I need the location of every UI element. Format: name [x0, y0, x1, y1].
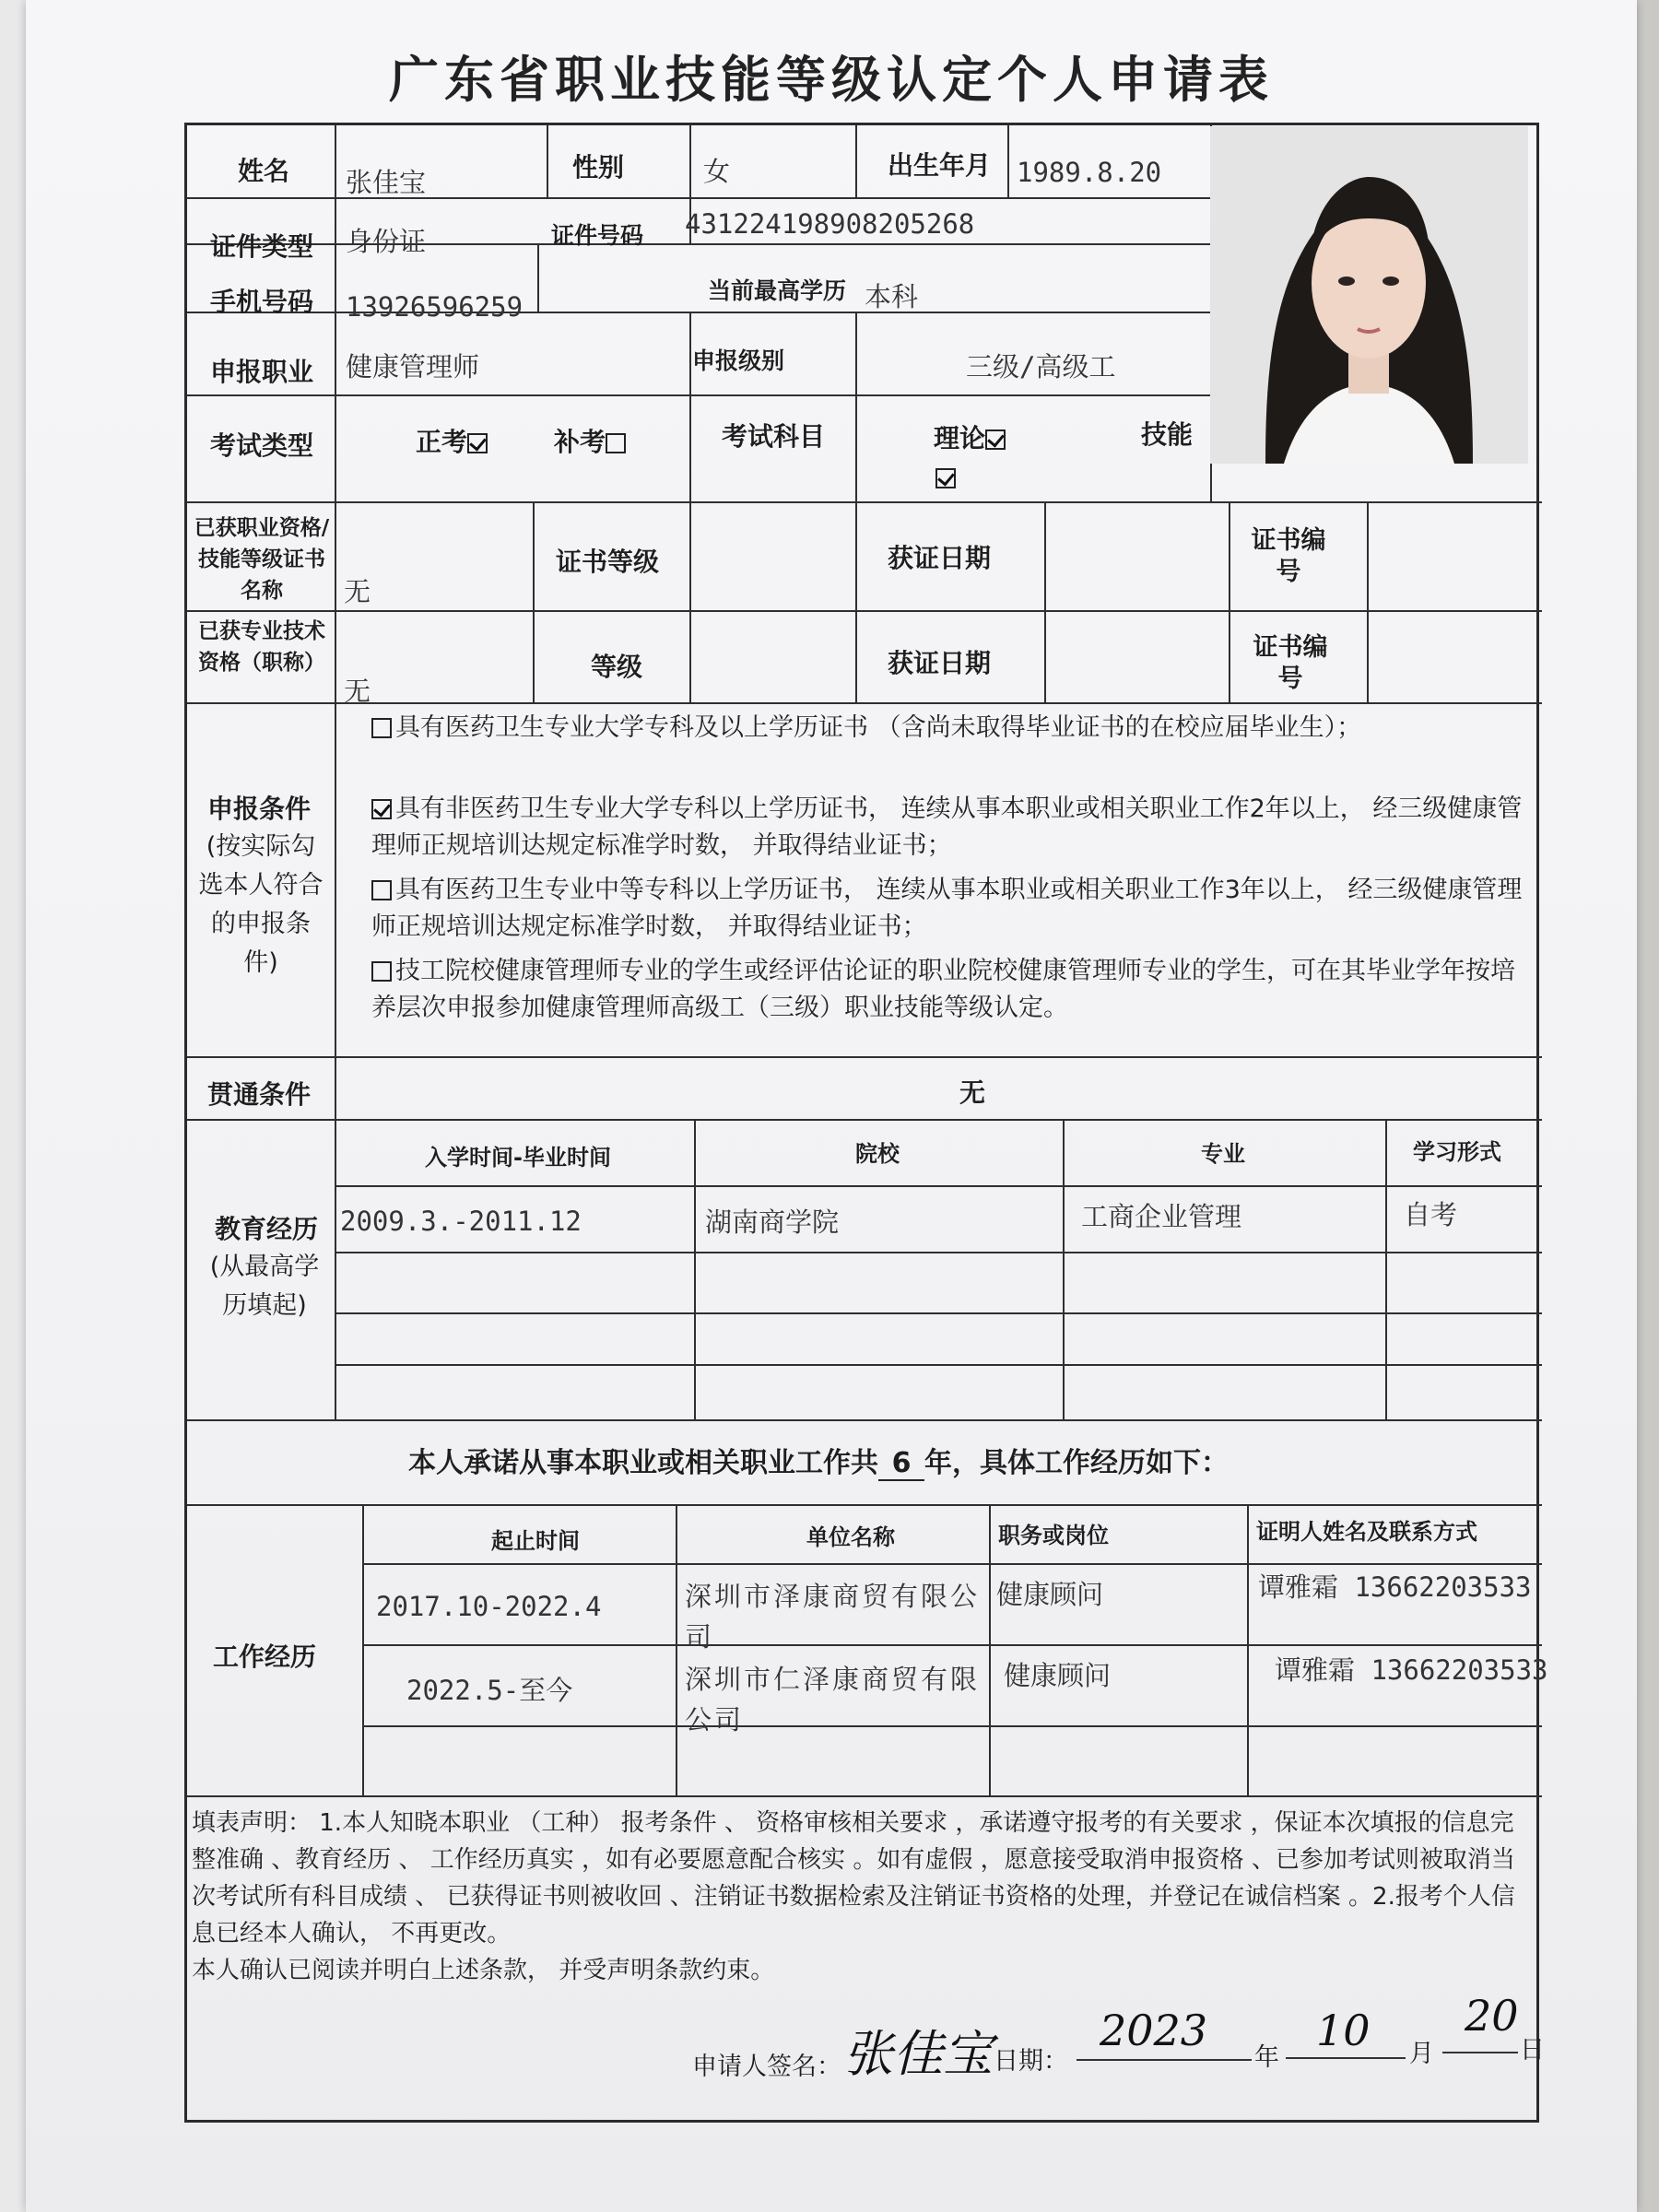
condition-1-text: 具有医药卫生专业大学专科及以上学历证书 （含尚未取得毕业证书的在校应届毕业生）； [395, 713, 1362, 742]
exam-normal-checkbox[interactable] [467, 433, 488, 453]
phone-label: 手机号码 [210, 287, 314, 317]
col-line [533, 501, 535, 702]
work-row2-post[interactable]: 健康顾问 [1004, 1660, 1112, 1691]
gender-value[interactable]: 女 [703, 156, 731, 187]
education-note: (从最高学历填起) [209, 1253, 320, 1320]
row-line [187, 197, 1210, 199]
row-line [187, 1056, 1542, 1058]
voc-cert-value[interactable]: 无 [344, 576, 371, 607]
row-line [187, 312, 1210, 313]
row-line [335, 1252, 1542, 1253]
work-row1-post[interactable]: 健康顾问 [996, 1579, 1104, 1610]
work-row1-reference[interactable]: 谭雅霜 13662203533 [1258, 1571, 1532, 1603]
subject-label: 考试科目 [722, 421, 826, 452]
date-label: 日期： [994, 2047, 1068, 2076]
form-paper [26, 0, 1637, 2212]
row-line [187, 1119, 1542, 1121]
subject-skill-text: 技能 [1141, 419, 1194, 450]
col-line [1385, 1119, 1387, 1419]
col-line [855, 312, 857, 394]
exam-type-label: 考试类型 [210, 430, 314, 461]
id-type-value[interactable]: 身份证 [346, 226, 427, 257]
edu-row-period[interactable]: 2009.3.-2011.12 [340, 1206, 582, 1237]
subject-skill-checkbox[interactable] [935, 468, 956, 488]
cert-date-label: 获证日期 [888, 543, 992, 573]
level-value[interactable]: 三级/高级工 [966, 351, 1116, 382]
form-title: 广东省职业技能等级认定个人申请表 [389, 51, 1274, 109]
col-line [547, 125, 548, 197]
birth-value[interactable]: 1989.8.20 [1017, 157, 1162, 188]
portrait-image [1210, 126, 1528, 464]
condition-3-checkbox[interactable] [371, 880, 392, 900]
col-line [1063, 1119, 1065, 1419]
phone-value[interactable]: 13926596259 [346, 291, 524, 323]
exam-makeup-text: 补考 [554, 427, 606, 457]
year-underline [1077, 2059, 1252, 2061]
through-label: 贯通条件 [207, 1079, 312, 1110]
exam-makeup-option[interactable] [554, 422, 629, 459]
id-no-value[interactable]: 431224198908205268 [685, 208, 975, 240]
edu-header-period: 入学时间-毕业时间 [425, 1145, 611, 1171]
pro-grade-label: 等级 [591, 652, 643, 682]
condition-2-checkbox[interactable] [371, 799, 392, 819]
work-row1-unit[interactable]: 深圳市泽康商贸有限公司 [685, 1581, 981, 1653]
month-unit: 月 [1409, 2040, 1434, 2068]
condition-3-text: 具有医药卫生专业中等专科以上学历证书， 连续从事本职业或相关职业工作3年以上， 经三级健康管理师正规培训达规定标准学时数， 并取得结业证书； [371, 876, 1523, 941]
day-underline [1442, 2052, 1518, 2053]
job-value[interactable]: 健康管理师 [346, 351, 480, 382]
subject-theory-text: 理论 [934, 423, 986, 453]
edu-row-major[interactable]: 工商企业管理 [1081, 1201, 1242, 1232]
pro-no-label: 证书编号 [1253, 633, 1328, 693]
birth-label: 出生年月 [888, 150, 992, 181]
work-years-value[interactable]: 6 [878, 1447, 924, 1481]
id-type-label: 证件类型 [210, 231, 314, 262]
declaration-confirm: 本人确认已阅读并明白上述条款， 并受声明条款约束。 [192, 1957, 775, 1984]
sign-label: 申请人签名： [692, 2053, 841, 2081]
work-row2-unit[interactable]: 深圳市仁泽康商贸有限公司 [685, 1664, 981, 1735]
exam-makeup-checkbox[interactable] [606, 433, 626, 453]
edu-header-major: 专业 [1201, 1141, 1245, 1167]
applicant-photo [1210, 126, 1528, 464]
row-line [187, 702, 1542, 704]
conditions-note: (按实际勾选本人符合的申报条件) [198, 832, 324, 977]
work-row2-reference[interactable]: 谭雅霜 13662203533 [1275, 1654, 1548, 1686]
col-line [989, 1504, 991, 1795]
col-line [855, 394, 857, 501]
subject-theory-checkbox[interactable] [985, 429, 1006, 450]
application-form [184, 123, 1548, 2123]
day-unit: 日 [1520, 2036, 1545, 2065]
exam-normal-text: 正考 [416, 427, 468, 457]
col-line [1247, 1504, 1249, 1795]
col-line [694, 1119, 696, 1419]
col-line [335, 125, 336, 1419]
edu-row-school[interactable]: 湖南商学院 [705, 1206, 840, 1238]
work-header-reference: 证明人姓名及联系方式 [1256, 1519, 1477, 1545]
edu-header-mode: 学习形式 [1413, 1139, 1501, 1165]
col-line [676, 1504, 677, 1795]
conditions-label: 申报条件 [207, 794, 312, 824]
col-line [1229, 501, 1230, 702]
row-line [187, 1419, 1542, 1421]
col-line [1367, 501, 1369, 702]
col-line [362, 1504, 364, 1795]
row-line [362, 1563, 1542, 1565]
row-line [187, 501, 1542, 503]
education-value[interactable]: 本科 [865, 281, 919, 312]
col-line [537, 243, 539, 312]
level-label: 申报级别 [692, 347, 785, 374]
pro-cert-value[interactable]: 无 [344, 676, 371, 707]
col-line [1044, 501, 1046, 702]
cert-no-label: 证书编号 [1251, 526, 1326, 586]
name-value[interactable]: 张佳宝 [346, 167, 427, 198]
job-label: 申报职业 [210, 357, 314, 387]
col-line [855, 501, 857, 702]
id-no-label: 证件号码 [551, 222, 644, 249]
condition-2-text: 具有非医药卫生专业大学专科以上学历证书， 连续从事本职业或相关职业工作2年以上， 经三级健康管理师正规培训达规定标准学时数， 并取得结业证书； [371, 794, 1523, 860]
condition-4-text: 技工院校健康管理师专业的学生或经评估论证的职业院校健康管理师专业的学生，可在其毕业学年按培养层次申报参加健康管理师高级工（三级）职业技能等级认定。 [371, 957, 1515, 1022]
row-line [335, 1185, 1542, 1187]
exam-normal-option[interactable] [416, 422, 491, 459]
sign-month[interactable]: 10 [1316, 2006, 1371, 2055]
row-line [335, 1364, 1542, 1366]
condition-item-1[interactable] [371, 710, 1528, 747]
work-header-unit: 单位名称 [806, 1524, 895, 1550]
applicant-signature[interactable]: 张佳宝 [843, 2025, 993, 2083]
work-header-post: 职务或岗位 [998, 1523, 1109, 1548]
work-label: 工作经历 [213, 1641, 317, 1672]
row-line [335, 1312, 1542, 1314]
pro-date-label: 获证日期 [888, 648, 992, 678]
subject-theory-option[interactable] [934, 418, 1009, 455]
condition-item-2[interactable] [371, 791, 1528, 865]
condition-1-checkbox[interactable] [371, 718, 392, 738]
row-line [187, 243, 1210, 245]
condition-item-3[interactable] [371, 872, 1528, 946]
edu-row-mode[interactable]: 自考 [1404, 1199, 1458, 1230]
col-line [1007, 125, 1009, 197]
cert-grade-label: 证书等级 [556, 547, 660, 577]
through-value[interactable]: 无 [959, 1077, 986, 1108]
col-line [689, 501, 691, 702]
sign-year[interactable]: 2023 [1100, 2006, 1208, 2055]
education-label: 教育经历 [215, 1214, 319, 1244]
row-line [187, 394, 1210, 396]
col-line [689, 312, 691, 501]
row-line [187, 1504, 1542, 1506]
declaration-text: 填表声明： 1.本人知晓本职业 （工种） 报考条件 、 资格审核相关要求 ，承诺遵守报考的有关要求 ，保证本次填报的信息完整准确 、教育经历 、 工作经历真实 ，如有必要愿意配合核实 。如有虚假 ，愿意接受取消申报资格 、已参加考试则被取消当次考试所有科目成绩 、 已获得证书则被收回 、注销证书数据检索及注销证书资格的处理，并登记在诚信档案 。2.报考个人信息已经本人确认， 不再更改。 [192, 1809, 1515, 1947]
row-line [187, 610, 1542, 612]
work-row1-period[interactable]: 2017.10-2022.4 [376, 1591, 602, 1622]
promise-prefix: 本人承诺从事本职业或相关职业工作共 [408, 1447, 878, 1479]
work-row2-period[interactable]: 2022.5-至今 [406, 1675, 573, 1706]
gender-label: 性别 [572, 152, 625, 182]
sign-day[interactable]: 20 [1465, 1991, 1519, 2041]
pro-cert-label: 已获专业技术资格（职称） [198, 619, 325, 675]
voc-cert-label: 已获职业资格/技能等级证书名称 [194, 516, 330, 603]
condition-item-4[interactable] [371, 953, 1528, 1027]
condition-4-checkbox[interactable] [371, 961, 392, 982]
name-label: 姓名 [238, 156, 290, 186]
promise-suffix: 年，具体工作经历如下： [924, 1447, 1229, 1479]
work-promise [408, 1440, 1229, 1481]
year-unit: 年 [1254, 2043, 1279, 2072]
month-underline [1286, 2057, 1406, 2059]
edu-header-school: 院校 [855, 1141, 900, 1167]
col-line [855, 125, 857, 197]
work-header-period: 起止时间 [491, 1528, 580, 1554]
row-line [187, 1795, 1542, 1797]
education-label: 当前最高学历 [708, 277, 847, 304]
